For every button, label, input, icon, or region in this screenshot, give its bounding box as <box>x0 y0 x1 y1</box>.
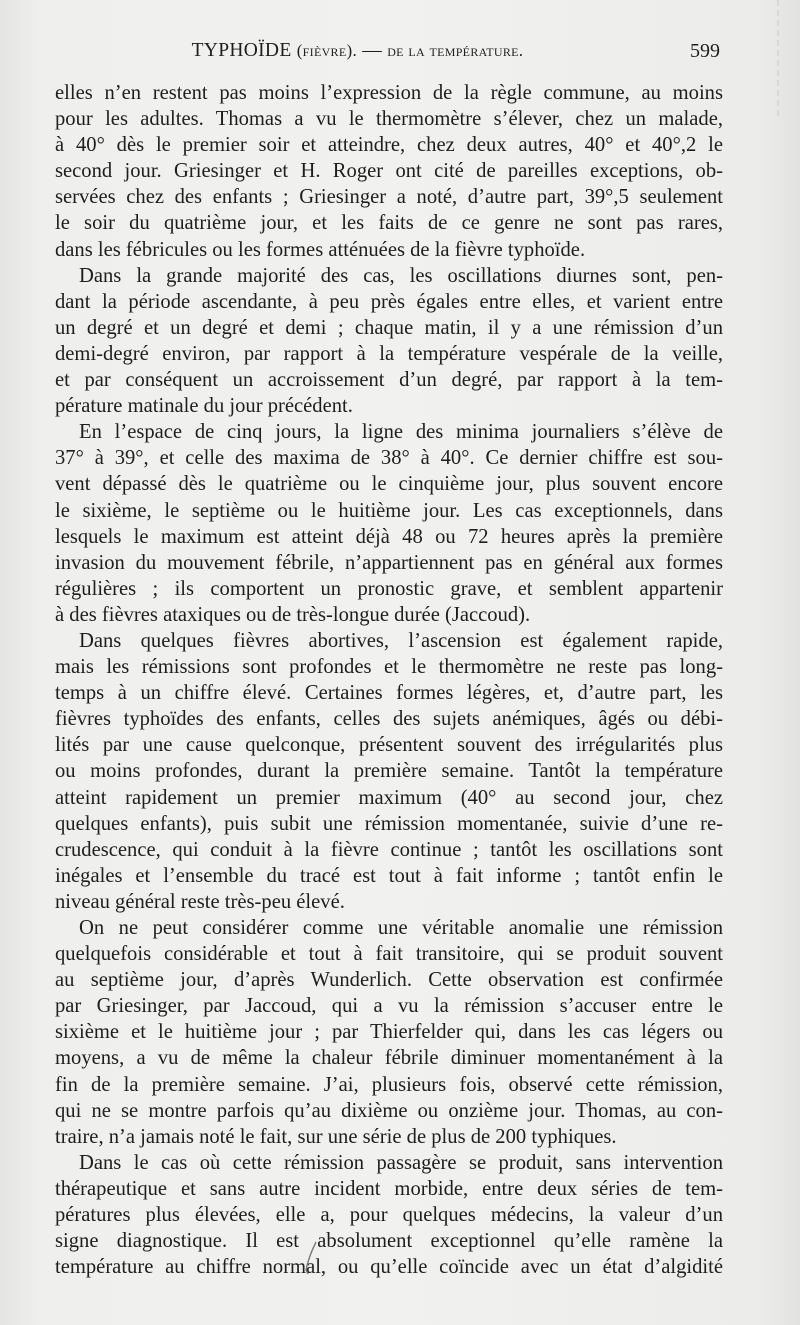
text-line: 37° à 39°, et celle des maxima de 38° à 40°. Ce dernier chiffre est sou- <box>55 447 723 470</box>
text-line: pour les adultes. Thomas a vu le thermomètre s’élever, chez un malade, <box>55 108 723 131</box>
text-line: sixième et le huitième jour ; par Thierfelder qui, dans les cas légers ou <box>55 1021 723 1044</box>
text-line: servées chez des enfants ; Griesinger a noté, d’autre part, 39°,5 seulement <box>55 186 723 209</box>
text-line: temps à un chiffre élevé. Certaines formes légères, et, d’autre part, les <box>55 682 723 705</box>
ink-mark-decoration <box>302 1240 322 1276</box>
text-line: à 40° dès le premier soir et atteindre, chez deux autres, 40° et 40°,2 le <box>55 134 723 157</box>
text-line: le sixième, le septième ou le huitième jour. Les cas exceptionnels, dans <box>55 499 723 522</box>
text-line: un degré et un degré et demi ; chaque matin, il y a une rémission d’un <box>55 316 723 339</box>
text-line: vent dépassé dès le quatrième ou le cinquième jour, plus souvent encore <box>55 473 723 496</box>
text-line: dans les fébricules ou les formes atténuées de la fièvre typhoïde. <box>55 238 586 261</box>
text-line: atteint rapidement un premier maximum (40° au second jour, chez <box>55 786 723 809</box>
body-text <box>55 80 723 1280</box>
text-line: et par conséquent un accroissement d’un degré, par rapport à la tem- <box>55 369 723 392</box>
text-line: signe diagnostique. Il est absolument exceptionnel qu’elle ramène la <box>55 1230 723 1253</box>
running-title <box>55 40 660 62</box>
text-line: traire, n’a jamais noté le fait, sur une série de plus de 200 typhiques. <box>55 1125 617 1148</box>
text-line: mais les rémissions sont profondes et le thermomètre ne reste pas long- <box>55 656 723 679</box>
text-line: au septième jour, d’après Wunderlich. Cette observation est confirmée <box>55 969 723 992</box>
text-line: inégales et l’ensemble du tracé est tout à fait informe ; tantôt enfin le <box>55 864 723 887</box>
text-line: lités par une cause quelconque, présentent souvent des irrégularités plus <box>55 734 723 757</box>
page-edge-line <box>777 0 779 120</box>
text-line: moyens, a vu de même la chaleur fébrile diminuer momentanément à la <box>55 1047 723 1070</box>
text-line: fin de la première semaine. J’ai, plusieurs fois, observé cette rémission, <box>55 1073 723 1096</box>
text-line: demi-degré environ, par rapport à la température vespérale de la veille, <box>55 342 723 365</box>
paragraph-start-line: En l’espace de cinq jours, la ligne des minima journaliers s’élève de <box>79 421 723 444</box>
text-line: le soir du quatrième jour, et les faits de ce genre ne sont pas rares, <box>55 212 723 235</box>
text-line: quelques enfants), puis subit une rémission momentanée, suivie d’une re- <box>55 812 723 835</box>
text-line: température au chiffre normal, ou qu’elle coïncide avec un état d’algidité <box>55 1256 723 1279</box>
text-line: second jour. Griesinger et H. Roger ont cité de pareilles exceptions, ob- <box>55 160 723 183</box>
text-line: ou moins profondes, durant la première semaine. Tantôt la température <box>55 760 723 783</box>
page-number: 599 <box>690 40 720 62</box>
text-line: par Griesinger, par Jaccoud, qui a vu la rémission s’accuser entre le <box>55 995 723 1018</box>
text-line: niveau général reste très-peu élevé. <box>55 890 345 913</box>
paragraph-start-line: Dans le cas où cette rémission passagère se produit, sans intervention <box>79 1151 723 1174</box>
paragraph-start-line: Dans la grande majorité des cas, les oscillations diurnes sont, pen- <box>79 264 723 287</box>
title-dash: — <box>362 40 382 61</box>
paragraph-start-line: Dans quelques fièvres abortives, l’ascension est également rapide, <box>79 629 723 652</box>
text-line: elles n’en restent pas moins l’expression de la règle commune, au moins <box>55 82 723 104</box>
text-line: invasion du mouvement fébrile, n’appartiennent pas en général aux formes <box>55 551 723 574</box>
running-header <box>55 40 720 74</box>
title-main: TYPHOÏDE <box>191 40 292 61</box>
paragraph-start-line: On ne peut considérer comme une véritable anomalie une rémission <box>79 917 723 939</box>
text-line: pérature matinale du jour précédent. <box>55 395 353 418</box>
text-line: thérapeutique et sans autre incident morbide, entre deux séries de tem- <box>55 1177 723 1200</box>
text-line: fièvres typhoïdes des enfants, celles des sujets anémiques, âgés ou débi- <box>55 708 723 731</box>
text-line: à des fièvres ataxiques ou de très-longue durée (Jaccoud). <box>55 603 531 626</box>
text-line: dant la période ascendante, à peu près égales entre elles, et varient entre <box>55 290 723 313</box>
title-sub: de la température. <box>387 41 524 60</box>
text-line: qui ne se montre parfois qu’au dixième ou onzième jour. Thomas, au con- <box>55 1099 723 1122</box>
text-line: lesquels le maximum est atteint déjà 48 ou 72 heures après la première <box>55 525 723 548</box>
text-line: pératures plus élevées, elle a, pour quelques médecins, la valeur d’un <box>55 1204 723 1227</box>
text-line: régulières ; ils comportent un pronostic grave, et semblent appartenir <box>55 577 723 600</box>
title-paren: (fièvre). <box>296 41 357 60</box>
text-line: crudescence, qui conduit à la fièvre continue ; tantôt les oscillations sont <box>55 838 723 861</box>
text-line: quelquefois considérable et tout à fait transitoire, qui se produit souvent <box>55 943 723 966</box>
